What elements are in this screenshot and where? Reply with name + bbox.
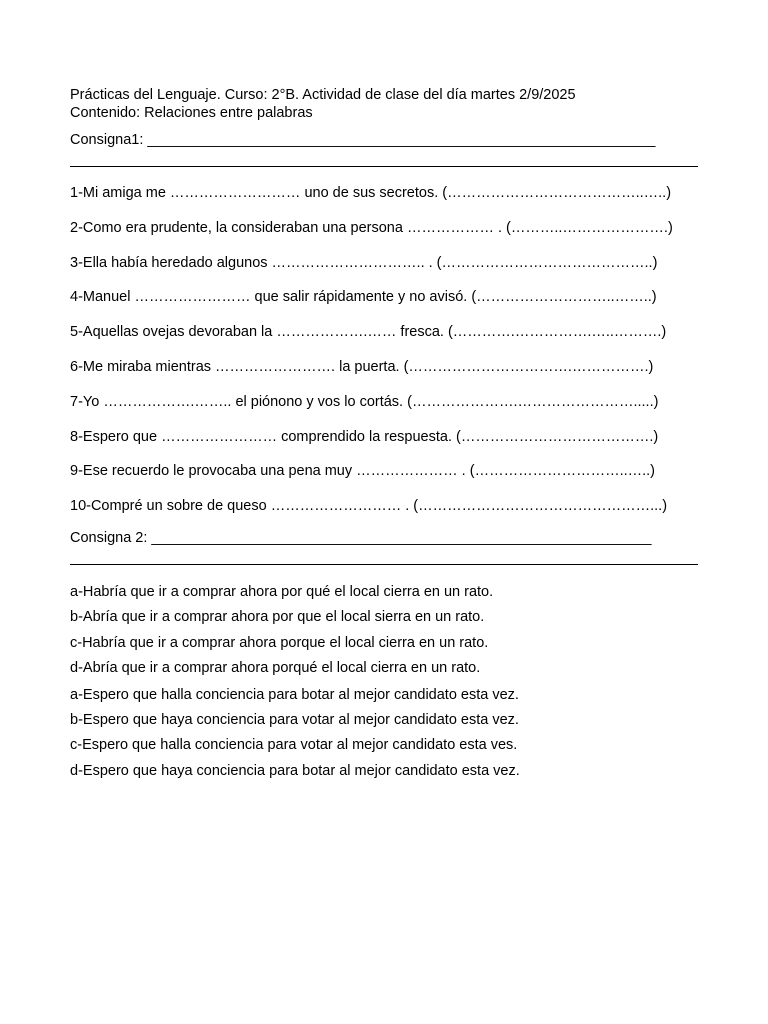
exercise-item: 1-Mi amiga me ……………………… uno de sus secretos. (…………………………………..…..) <box>70 185 672 201</box>
exercise-item: 7-Yo ……………….…….. el piónono y vos lo cortás. (………………….…………………….....) <box>70 393 659 410</box>
option-item: d-Abría que ir a comprar ahora porqué el local cierra en un rato. <box>70 659 481 676</box>
options-group-2 <box>70 686 700 780</box>
option-item: b-Espero que haya conciencia para votar al mejor candidato esta vez. <box>70 712 519 729</box>
exercise-item: 6-Me miraba mientras ……………………. la puerta. (…………………………….…………….) <box>70 358 654 375</box>
worksheet-page <box>70 86 700 787</box>
option-item: c-Espero que halla conciencia para votar al mejor candidato esta ves. <box>70 737 518 754</box>
exercise-item: 5-Aquellas ovejas devoraban la ……………….…… fresca. (………….…………….…..……….) <box>70 324 667 341</box>
exercise-item: 9-Ese recuerdo le provocaba una pena muy ………………… . (…………………………..…..) <box>70 463 656 480</box>
option-item: b-Abría que ir a comprar ahora por que el local sierra en un rato. <box>70 609 485 626</box>
exercise-item: 3-Ella había heredado algunos ………………………….. . (……………………………………..) <box>70 254 658 271</box>
consigna1-label: Consigna1: _______________________________________________________________ <box>70 132 656 148</box>
option-item: c-Habría que ir a comprar ahora porque el local cierra en un rato. <box>70 634 489 651</box>
option-item: a-Espero que halla conciencia para botar al mejor candidato esta vez. <box>70 686 519 703</box>
option-item: d-Espero que haya conciencia para botar al mejor candidato esta vez. <box>70 762 520 779</box>
exercise-list <box>70 184 700 515</box>
header-content: Contenido: Relaciones entre palabras <box>70 105 313 121</box>
answer-line <box>70 564 698 565</box>
consigna2-label: Consigna 2: ______________________________________________________________ <box>70 529 652 546</box>
exercise-item: 2-Como era prudente, la consideraban una persona ……………… . (………..………………….) <box>70 219 673 236</box>
exercise-item: 10-Compré un sobre de queso ……………………… . (…………………………………………...) <box>70 498 668 515</box>
options-group-1 <box>70 583 700 677</box>
header-title: Prácticas del Lenguaje. Curso: 2°B. Actividad de clase del día martes 2/9/2025 <box>70 87 576 103</box>
exercise-item: 8-Espero que …………………… comprendido la respuesta. (………………………………….) <box>70 428 659 445</box>
option-item: a-Habría que ir a comprar ahora por qué el local cierra en un rato. <box>70 583 494 600</box>
answer-line <box>70 166 698 167</box>
exercise-item: 4-Manuel …………………… que salir rápidamente y no avisó. (………………………..……..) <box>70 289 657 306</box>
